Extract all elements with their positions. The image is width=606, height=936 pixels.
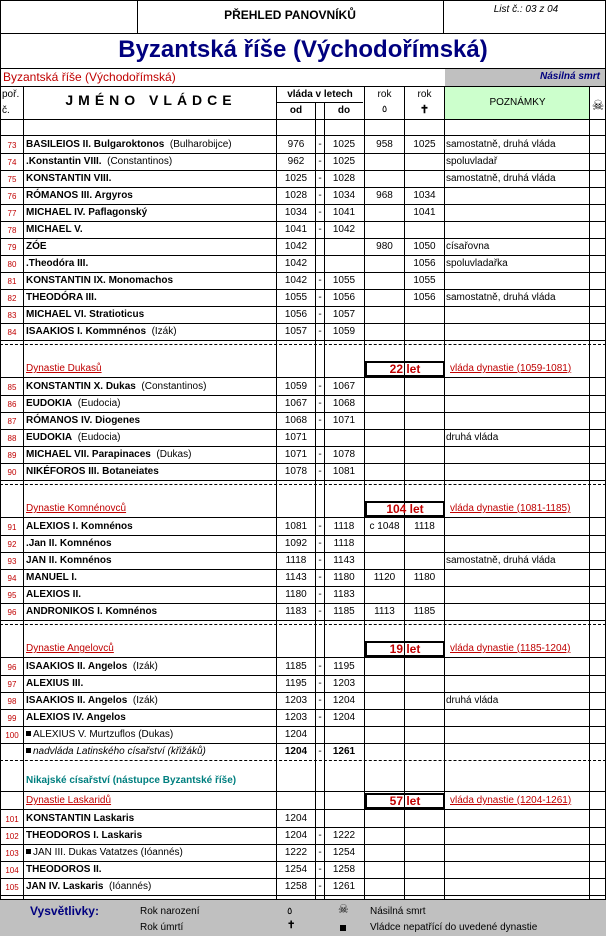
reign-from: 1056	[284, 309, 308, 320]
grid-line	[137, 0, 138, 33]
ruler-name: EUDOKIA (Eudocia)	[26, 398, 121, 409]
reign-to: 1118	[333, 538, 355, 549]
ruler-name: KONSTANTIN Laskaris	[26, 813, 135, 824]
table-row	[0, 676, 606, 693]
grid-line	[0, 135, 606, 136]
grid-line	[0, 624, 606, 625]
grid-line	[0, 68, 606, 69]
reign-dash: -	[318, 661, 322, 672]
ruler-name: ISAAKIOS I. Kommnénos (Izák)	[26, 326, 177, 337]
table-row	[0, 273, 606, 290]
table-row	[0, 862, 606, 879]
reign-dash: -	[318, 139, 322, 150]
reign-from: 976	[287, 139, 305, 150]
ruler-name: ALEXIUS V. Murtzuflos (Dukas)	[26, 729, 173, 740]
ruler-name: .Konstantin VIII. (Constantinos)	[26, 156, 173, 167]
reign-from: 1203	[284, 695, 308, 706]
col-reign: vláda v letech	[287, 89, 353, 100]
ruler-note: samostatně, druhá vláda	[446, 292, 556, 303]
birth-year: 1120	[373, 572, 396, 583]
dynasty-row	[0, 360, 606, 377]
legend-foreign: Vládce nepatřící do uvedené dynastie	[370, 922, 538, 933]
dynasty-duration: 19 let	[365, 641, 445, 657]
row-number: 95	[7, 591, 17, 600]
row-number: 105	[5, 883, 19, 892]
row-number: 104	[5, 866, 19, 875]
dynasty-range: vláda dynastie (1059-1081)	[450, 363, 572, 374]
row-number: 80	[7, 260, 17, 269]
table-row	[0, 464, 606, 481]
reign-from: 1068	[284, 415, 308, 426]
reign-dash: -	[318, 847, 322, 858]
row-number: 86	[7, 400, 17, 409]
reign-from: 1204	[284, 830, 308, 841]
latin-rule: nadvláda Latinského císařství (křižáků)	[26, 746, 206, 757]
legend-violent: Násilná smrt	[370, 906, 426, 917]
reign-to: 1025	[332, 156, 356, 167]
legend-cross-icon: ✝	[287, 920, 296, 931]
reign-to: 1185	[333, 606, 355, 617]
reign-from: 1041	[284, 224, 308, 235]
reign-from: 1034	[284, 207, 308, 218]
ruler-name: THEODÓRA III.	[26, 292, 97, 303]
birth-year: c 1048	[369, 521, 400, 532]
reign-from: 1195	[285, 678, 307, 689]
reign-from: 1025	[284, 173, 308, 184]
death-year: 1185	[413, 606, 436, 617]
reign-dash: -	[318, 466, 322, 477]
ruler-name: MICHAEL IV. Paflagonský	[26, 207, 148, 218]
table-row	[0, 379, 606, 396]
grid-line	[0, 0, 606, 1]
reign-dash: -	[318, 326, 322, 337]
reign-dash: -	[318, 190, 322, 201]
sheet-number: List č.: 03 z 04	[493, 4, 559, 15]
ruler-note: spoluvladař	[446, 156, 498, 167]
legend-title: Vysvětlivky:	[30, 904, 99, 918]
cross-icon: ✝	[419, 104, 430, 116]
grid-line	[0, 344, 606, 345]
col-por: poř.	[2, 89, 20, 100]
grid-line	[0, 377, 606, 378]
row-number: 84	[7, 328, 17, 337]
reign-to: 1055	[332, 275, 356, 286]
reign-from: 1067	[284, 398, 308, 409]
row-number: 79	[7, 243, 17, 252]
legend-death: Rok úmrtí	[140, 922, 184, 933]
ruler-name: EUDOKIA (Eudocia)	[26, 432, 121, 443]
reign-dash: -	[318, 173, 322, 184]
reign-to: 1042	[332, 224, 356, 235]
table-row	[0, 324, 606, 341]
reign-from: 1071	[284, 449, 308, 460]
reign-from: 1057	[284, 326, 308, 337]
table-row	[0, 256, 606, 273]
reign-dash: -	[318, 275, 322, 286]
dynasty-duration: 22 let	[365, 361, 445, 377]
reign-from: 1183	[285, 606, 307, 617]
reign-from: 1143	[285, 572, 307, 583]
birth-year: 1113	[374, 606, 395, 617]
ruler-name: ALEXIOS IV. Angelos	[26, 712, 126, 723]
reign-dash: -	[318, 381, 322, 392]
dynasty-range: vláda dynastie (1185-1204)	[450, 643, 571, 654]
ruler-name: ALEXIOS II.	[26, 589, 82, 600]
foreign-ruler-icon	[26, 748, 31, 753]
reign-dash: -	[318, 415, 322, 426]
grid-line	[277, 102, 363, 103]
row-number: 82	[7, 294, 17, 303]
reign-from: 1203	[284, 712, 308, 723]
grid-line	[0, 119, 606, 120]
ruler-name: MICHAEL VI. Stratioticus	[26, 309, 145, 320]
reign-dash: -	[318, 292, 322, 303]
ruler-name: JAN IV. Laskaris (Ióannés)	[26, 881, 152, 892]
grid-line	[0, 517, 606, 518]
row-number: 87	[7, 417, 17, 426]
ruler-name: NIKÉFOROS III. Botaneiates	[26, 466, 159, 477]
reign-dash: -	[318, 449, 322, 460]
ruler-name: JAN II. Komnénos	[26, 555, 112, 566]
reign-dash: -	[318, 555, 322, 566]
reign-from: 1222	[284, 847, 308, 858]
row-number: 85	[7, 383, 17, 392]
reign-to: 1143	[333, 555, 355, 566]
col-rok-death: rok	[417, 89, 432, 100]
table-row	[0, 659, 606, 676]
row-number: 96	[7, 608, 17, 617]
reign-to: 1254	[332, 847, 356, 858]
ruler-name: RÓMANOS IV. Diogenes	[26, 415, 141, 426]
overview-title: PŘEHLED PANOVNÍKŮ	[224, 8, 356, 22]
death-year: 1034	[413, 190, 436, 201]
reign-from: 1258	[284, 881, 308, 892]
reign-from: 1081	[284, 521, 308, 532]
reign-dash: -	[318, 746, 322, 757]
col-od: od	[289, 105, 303, 116]
reign-dash: -	[318, 156, 322, 167]
death-year: 1056	[413, 258, 436, 269]
ruler-note: druhá vláda	[446, 432, 499, 443]
ruler-name: BASILEIOS II. Bulgaroktonos (Bulharobijce)	[26, 139, 232, 150]
death-year: 1041	[413, 207, 436, 218]
col-c: č.	[2, 105, 10, 116]
birth-year: 980	[376, 241, 393, 252]
table-row	[0, 828, 606, 845]
col-name: JMÉNO VLÁDCE	[65, 92, 237, 108]
reign-dash: -	[318, 572, 322, 583]
reign-to: 1034	[332, 190, 356, 201]
ruler-name: .Jan II. Komnénos	[26, 538, 112, 549]
reign-dash: -	[318, 712, 322, 723]
table-row	[0, 307, 606, 324]
nicaea-heading: Nikajské císařství (nástupce Byzantské říše)	[26, 775, 237, 786]
reign-dash: -	[318, 678, 322, 689]
reign-dash: -	[318, 224, 322, 235]
table-row	[0, 171, 606, 188]
reign-from: 1204	[284, 729, 308, 740]
reign-to: 1041	[332, 207, 356, 218]
table-row	[0, 604, 606, 621]
death-year: 1025	[413, 139, 436, 150]
reign-to: 1222	[332, 830, 356, 841]
row-number: 88	[7, 434, 17, 443]
table-row	[0, 519, 606, 536]
row-number: 83	[7, 311, 17, 320]
ruler-name: .Theodóra III.	[26, 258, 89, 269]
row-number: 81	[7, 277, 17, 286]
dynasty-row	[0, 792, 606, 809]
ruler-name: RÓMANOS III. Argyros	[26, 190, 133, 201]
table-row	[0, 879, 606, 896]
dynasty-name: Dynastie Angelovců	[26, 643, 114, 654]
row-number: 78	[7, 226, 17, 235]
ruler-name: ISAAKIOS II. Angelos (Izák)	[26, 695, 158, 706]
ruler-name: ALEXIOS I. Komnénos	[26, 521, 133, 532]
reign-from: 1059	[284, 381, 308, 392]
reign-to: 1204	[332, 712, 356, 723]
table-row	[0, 845, 606, 862]
reign-dash: -	[318, 695, 322, 706]
legend-birth-icon: ٥	[287, 906, 293, 917]
reign-dash: -	[318, 398, 322, 409]
reign-to: 1068	[332, 398, 356, 409]
table-row	[0, 413, 606, 430]
reign-dash: -	[318, 589, 322, 600]
reign-from: 1254	[284, 864, 308, 875]
dynasty-row	[0, 500, 606, 517]
reign-to: 1059	[332, 326, 356, 337]
row-number: 96	[7, 663, 17, 672]
reign-to: 1056	[332, 292, 356, 303]
table-row	[0, 239, 606, 256]
reign-from: 1092	[284, 538, 308, 549]
birth-year: 958	[376, 139, 393, 150]
reign-to: 1118	[333, 521, 355, 532]
table-row	[0, 447, 606, 464]
reign-to: 1028	[332, 173, 356, 184]
ruler-name: ANDRONIKOS I. Komnénos	[26, 606, 158, 617]
violent-death-header	[445, 68, 606, 86]
ruler-name: ZÓE	[26, 241, 47, 252]
dynasty-duration: 104 let	[365, 501, 445, 517]
main-title: Byzantská říše (Východořímská)	[118, 36, 488, 63]
ruler-name: MICHAEL VII. Parapinaces (Dukas)	[26, 449, 192, 460]
reign-from: 1118	[285, 555, 307, 566]
death-year: 1118	[414, 521, 435, 532]
latin-rule-row	[0, 744, 606, 761]
table-row	[0, 137, 606, 154]
reign-to: 1261	[332, 746, 356, 757]
ruler-name: THEODOROS II.	[26, 864, 102, 875]
row-number: 90	[7, 468, 17, 477]
grid-line	[0, 86, 606, 87]
grid-line	[0, 809, 606, 810]
reign-to: 1078	[332, 449, 356, 460]
row-number: 97	[7, 680, 17, 689]
legend-birth: Rok narození	[140, 906, 200, 917]
ruler-name: KONSTANTIN VIII.	[26, 173, 112, 184]
row-number: 98	[7, 697, 17, 706]
ruler-name: THEODOROS I. Laskaris	[26, 830, 143, 841]
table-row	[0, 570, 606, 587]
reign-from: 1055	[284, 292, 308, 303]
table-row	[0, 290, 606, 307]
table-row	[0, 154, 606, 171]
table-row	[0, 430, 606, 447]
ruler-name: KONSTANTIN X. Dukas (Constantinos)	[26, 381, 207, 392]
row-number: 92	[7, 540, 17, 549]
reign-dash: -	[318, 830, 322, 841]
ruler-note: samostatně, druhá vláda	[446, 139, 556, 150]
grid-line	[443, 0, 444, 33]
birth-icon: ٥	[381, 104, 388, 115]
row-number: 76	[7, 192, 17, 201]
skull-icon: ☠	[591, 97, 605, 113]
reign-to: 1180	[333, 572, 355, 583]
row-number: 101	[5, 815, 19, 824]
ruler-name: KONSTANTIN IX. Monomachos	[26, 275, 174, 286]
row-number: 94	[7, 574, 17, 583]
dynasty-duration: 57 let	[365, 793, 445, 809]
reign-to: 1071	[332, 415, 356, 426]
dynasty-name: Dynastie Dukasů	[26, 363, 102, 374]
table-row	[0, 553, 606, 570]
reign-from: 1204	[284, 746, 308, 757]
reign-dash: -	[318, 521, 322, 532]
reign-from: 1204	[284, 813, 308, 824]
col-do: do	[337, 105, 351, 116]
death-year: 1055	[413, 275, 436, 286]
reign-from: 1185	[285, 661, 307, 672]
legend-square-icon	[340, 925, 346, 931]
birth-year: 968	[376, 190, 393, 201]
ruler-note: samostatně, druhá vláda	[446, 173, 556, 184]
table-row	[0, 587, 606, 604]
ruler-note: císařovna	[446, 241, 490, 252]
row-number: 75	[7, 175, 17, 184]
row-number: 89	[7, 451, 17, 460]
reign-dash: -	[318, 606, 322, 617]
dynasty-range: vláda dynastie (1081-1185)	[450, 503, 571, 514]
reign-to: 1195	[333, 661, 355, 672]
foreign-ruler-icon	[26, 731, 31, 736]
ruler-note: samostatně, druhá vláda	[446, 555, 556, 566]
grid-line	[0, 484, 606, 485]
dynasty-name: Dynastie Komnénovců	[26, 503, 127, 514]
reign-from: 1071	[284, 432, 308, 443]
grid-line	[0, 33, 606, 34]
reign-from: 1078	[284, 466, 308, 477]
reign-to: 1025	[332, 139, 356, 150]
death-year: 1056	[413, 292, 436, 303]
reign-dash: -	[318, 538, 322, 549]
col-notes: POZNÁMKY	[489, 97, 546, 108]
ruler-name: ALEXIUS III.	[26, 678, 84, 689]
reign-dash: -	[318, 864, 322, 875]
ruler-note: spoluvladařka	[446, 258, 508, 269]
reign-to: 1203	[332, 678, 356, 689]
notes-header	[445, 86, 590, 119]
ruler-name: JAN III. Dukas Vatatzes (Ióannés)	[26, 847, 183, 858]
death-year: 1180	[413, 572, 436, 583]
ruler-name: MICHAEL V.	[26, 224, 83, 235]
reign-to: 1183	[333, 589, 355, 600]
table-row	[0, 536, 606, 553]
table-row	[0, 811, 606, 828]
reign-to: 1067	[332, 381, 356, 392]
row-number: 77	[7, 209, 17, 218]
col-rok-birth: rok	[377, 89, 392, 100]
ruler-note: druhá vláda	[446, 695, 499, 706]
reign-to: 1081	[332, 466, 356, 477]
death-year: 1050	[413, 241, 436, 252]
row-number: 91	[7, 523, 17, 532]
ruler-name: MANUEL I.	[26, 572, 77, 583]
ruler-name: ISAAKIOS II. Angelos (Izák)	[26, 661, 158, 672]
reign-dash: -	[318, 207, 322, 218]
row-number: 102	[5, 832, 19, 841]
row-number: 74	[7, 158, 17, 167]
reign-dash: -	[318, 309, 322, 320]
row-number: 103	[5, 849, 19, 858]
reign-from: 1028	[284, 190, 308, 201]
dynasty-range: vláda dynastie (1204-1261)	[450, 795, 572, 806]
reign-from: 962	[287, 156, 305, 167]
row-number: 100	[5, 731, 19, 740]
reign-from: 1042	[284, 258, 308, 269]
reign-to: 1258	[332, 864, 356, 875]
reign-to: 1204	[332, 695, 356, 706]
reign-from: 1180	[285, 589, 307, 600]
reign-dash: -	[318, 881, 322, 892]
row-number: 99	[7, 714, 17, 723]
row-number: 73	[7, 141, 17, 150]
dynasty-name: Dynastie Laskaridů	[26, 795, 112, 806]
table-row	[0, 205, 606, 222]
reign-from: 1042	[284, 241, 308, 252]
table-row	[0, 188, 606, 205]
reign-from: 1042	[284, 275, 308, 286]
violent-death-label: Násilná smrt	[539, 71, 600, 82]
reign-to: 1057	[332, 309, 356, 320]
table-row	[0, 222, 606, 239]
legend-skull-icon: ☠	[338, 902, 349, 916]
dynasty-row	[0, 640, 606, 657]
subtitle: Byzantská říše (Východořímská)	[3, 70, 176, 84]
table-row	[0, 396, 606, 413]
table-row	[0, 693, 606, 710]
row-number: 93	[7, 557, 17, 566]
table-row	[0, 710, 606, 727]
reign-to: 1261	[332, 881, 356, 892]
foreign-ruler-icon	[26, 849, 31, 854]
table-row	[0, 727, 606, 744]
grid-line	[0, 657, 606, 658]
